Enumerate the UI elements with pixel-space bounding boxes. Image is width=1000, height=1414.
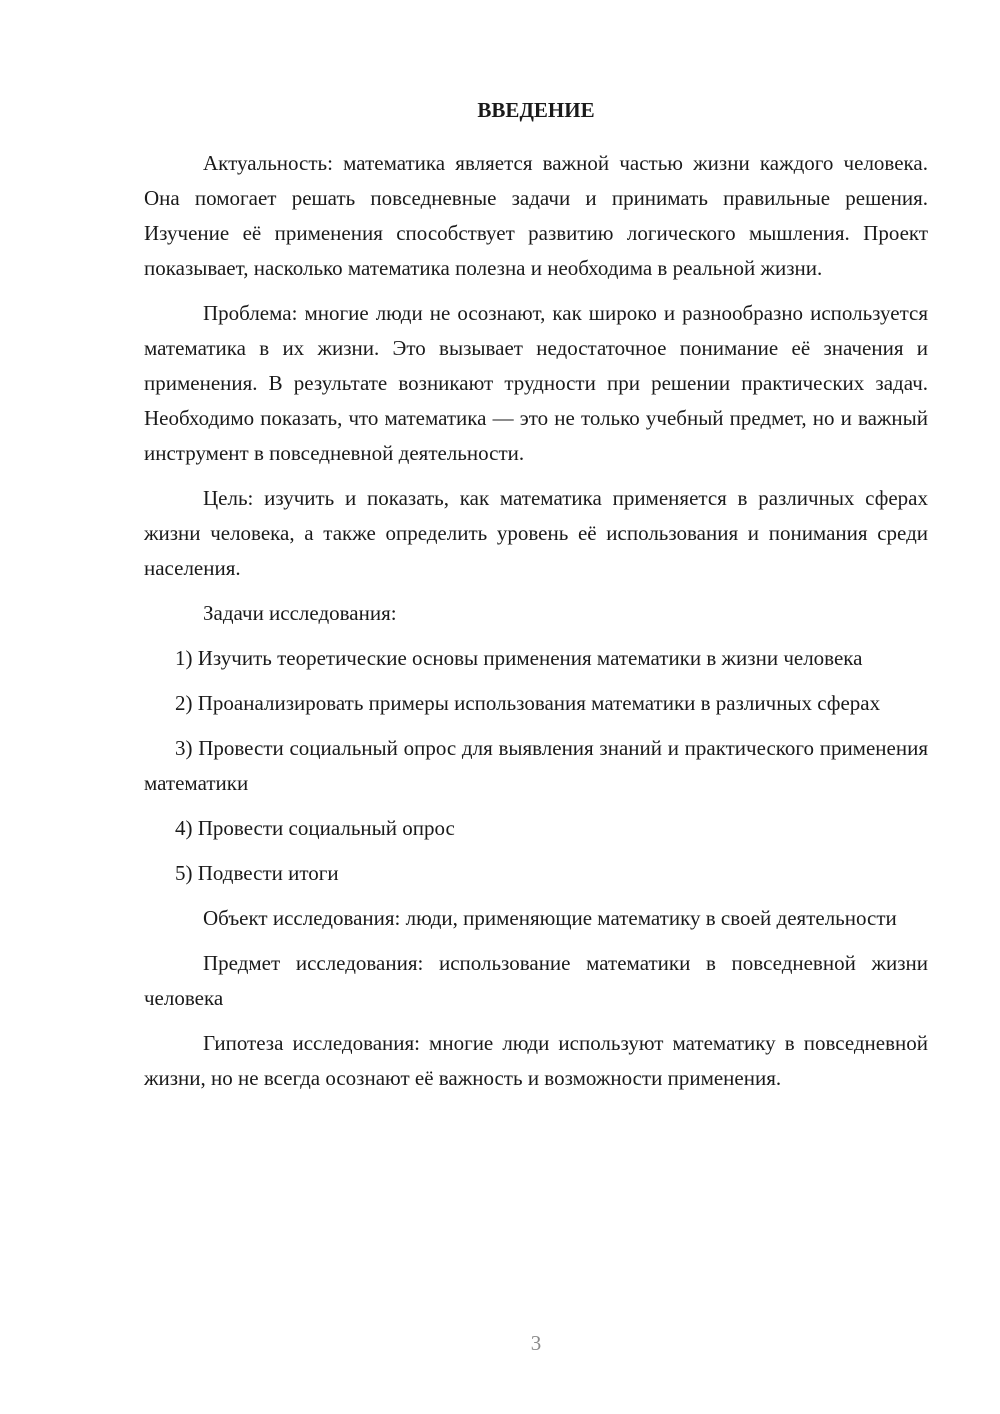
subject-paragraph: Предмет исследования: использование математики в повседневной жизни человека xyxy=(144,951,928,1010)
tasks-heading: Задачи исследования: xyxy=(203,601,397,625)
hypothesis-paragraph: Гипотеза исследования: многие люди используют математику в повседневной жизни, но не всегда осознают её важность и возможности применения. xyxy=(144,1031,928,1090)
goal-paragraph: Цель: изучить и показать, как математика применяется в различных сферах жизни человека, а также определить уровень её использования и понимания среди населения. xyxy=(144,486,928,580)
problem-paragraph: Проблема: многие люди не осознают, как широко и разнообразно используется математика в их жизни. Это вызывает недостаточное понимание её значения и применения. В результате возникают трудности при решении практических задач. Необходимо показать, что математика — это не только учебный предмет, но и важный инструмент в повседневной деятельности. xyxy=(144,301,928,465)
task-item: 4) Провести социальный опрос xyxy=(175,816,455,840)
page-content xyxy=(144,93,928,1106)
relevance-paragraph: Актуальность: математика является важной частью жизни каждого человека. Она помогает решать повседневные задачи и принимать правильные решения. Изучение её применения способствует развитию логического мышления. Проект показывает, насколько математика полезна и необходима в реальной жизни. xyxy=(144,151,928,280)
page-number: 3 xyxy=(530,1331,542,1355)
task-item: 1) Изучить теоретические основы применения математики в жизни человека xyxy=(175,646,863,670)
object-paragraph: Объект исследования: люди, применяющие математику в своей деятельности xyxy=(203,906,897,930)
section-title: ВВЕДЕНИЕ xyxy=(477,98,595,122)
task-item: 2) Проанализировать примеры использования математики в различных сферах xyxy=(175,691,881,715)
task-item: 5) Подвести итоги xyxy=(175,861,339,885)
task-item: 3) Провести социальный опрос для выявления знаний и практического применения математики xyxy=(144,736,928,795)
